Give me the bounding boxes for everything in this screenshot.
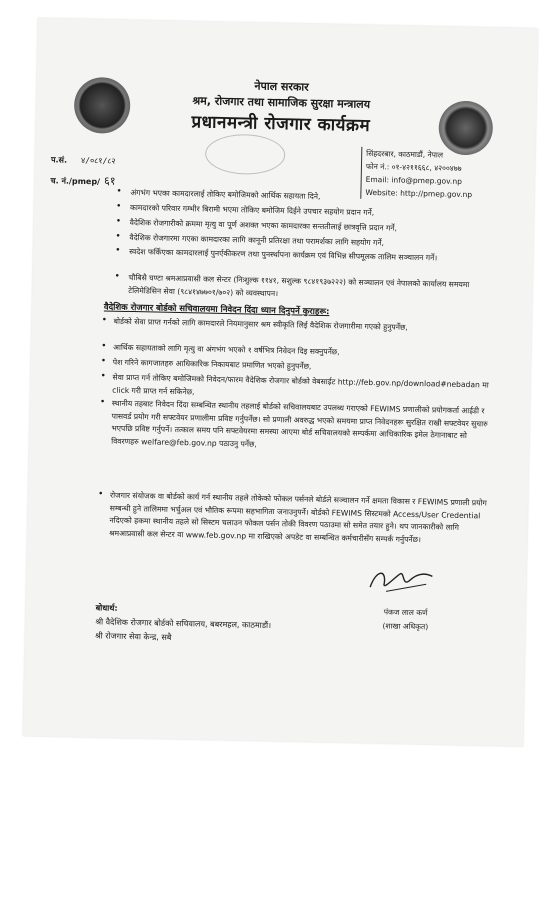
bullet-icon: • <box>114 271 121 282</box>
list-item: आर्थिक सहायताको लागि मृत्यु वा अंगभंग भएको १ वर्षभित्र निवेदन दिइ सक्नुपर्नेछ, <box>113 342 340 357</box>
bullet-icon: • <box>97 489 104 500</box>
list-item: स्वदेश फर्किएका कामदारलाई पुनर्एकीकरण तथा पुनर्स्थापना कार्यक्रम एवं विभिन्न सीपमूलक तालिम सञ्चालन गर्ने। <box>129 246 438 263</box>
bullet-icon: • <box>115 245 121 256</box>
bullet-icon: • <box>116 186 122 197</box>
contact-address: सिंहदरबार, काठमाडौं, नेपाल <box>366 148 444 160</box>
header-government: नेपाल सरकार <box>254 79 309 94</box>
list-item: चौबिसै घण्टा श्रमआप्रवासी कल सेन्टर (निःशुल्क ११४१, सशुल्क ९८४१९३७२२२) को सञ्चालन एवं नेपालको कार्यालय समयमा टेलिमेडिसिन सेवा (९८४१४७७०१/७०२) को व्यवस्थापन। <box>128 272 470 298</box>
bullet-icon: • <box>115 231 121 242</box>
office-seal-stamp <box>205 134 286 176</box>
cc-label: बोधार्थ: <box>95 603 118 613</box>
bullet-icon: • <box>101 315 108 326</box>
contact-email: Email: info@pmep.gov.np <box>365 174 462 186</box>
bullet-icon: • <box>101 341 107 352</box>
section-heading: वैदेशिक रोजगार बोर्डको सचिवालयमा निवेदन दिंदा ध्यान दिनुपर्ने कुराहरू: <box>103 302 330 318</box>
list-item: सेवा प्राप्त गर्न तोकिए बमोजिमको निवेदन/फारम वैदेशिक रोजगार बोर्डको वेबसाईट http://feb.gov.np/download#nebadan मा click गरी प्राप्त गर्न सकिनेछ, <box>112 372 489 396</box>
ref-cn-label: च. नं./pmep/ <box>50 176 101 187</box>
bullet-icon: • <box>99 397 106 408</box>
cc-line-2: श्री रोजगार सेवा केन्द्र, सबै <box>94 631 172 642</box>
program-logo <box>438 100 493 155</box>
list-item: बोर्डको सेवा प्राप्त गर्नको लागि कामदारले नियमानुसार श्रम स्वीकृति लिई वैदेशिक रोजगारीमा गएको हुनुपर्नेछ, <box>113 316 408 332</box>
scanned-letter <box>23 18 538 746</box>
list-item: स्थानीय तहबाट निवेदन दिंदा सम्बन्धित स्थानीय तहलाई बोर्डको सचिवालयबाट उपलब्ध गराएको FEWIMS प्रणालीको प्रयोगकर्ता आईडी र पासवर्ड प्रयोग गरी सफ्टवेयर प्रणालीमा प्रविष्ट गर्नुपर्नेछ। सो प्रणाली अवरुद्ध भएको समयमा प्राप्त निवेदनहरू सुरक्षित राखी सफ्टवेयर सुचारु भएपछि प्रविष्ट गर्नुपर्ने। तत्काल समय पनि सफ्टवेयरमा समस्या आएमा बोर्ड सचिवालयको सम्पर्कमा आधिकारिक इमेल ठेगानाबाट सो विवरणहरु welfare@feb.gov.np पठाउनु पर्नेछ, <box>111 398 488 449</box>
list-item: कामदारको परिवार गम्भीर बिरामी भएमा तोकिए बमोजिम दिईने उपचार सहयोग प्रदान गर्ने, <box>129 202 375 218</box>
list-item: वैदेशिक रोजगारीको क्रममा मृत्यु वा पूर्ण अशक्त भएका कामदारका सन्ततीलाई छात्रवृत्ति प्रदान गर्ने, <box>129 217 398 233</box>
header-ministry: श्रम, रोजगार तथा सामाजिक सुरक्षा मन्त्रालय <box>192 94 371 111</box>
list-item: रोजगार संयोजक वा बोर्डको कार्य गर्न स्थानीय तहले तोकेको फोकल पर्सनले बोर्डले सञ्चालन गर्ने क्षमता विकास र FEWIMS प्रणाली प्रयोग सम्बन्धी हुने तालिममा भर्चुअल एवं भौतिक रूपमा सहभागिता जनाउनुपर्ने। बोर्डको FEWIMS सिस्टमको Access/User Credential नदिएको हकमा स्थानीय तहले सो सिस्टम चलाउन फोकल पर्सन तोकी विवरण पठाउमा सो समेत तयार हुने। थप जानकारीको लागि श्रमआप्रवासी कल सेन्टर वा www.feb.gov.np मा राखिएको अपडेट वा सम्बन्धित कर्मचारीसँग सम्पर्क गर्नुपर्नेछ। <box>109 490 487 544</box>
signatory-title: (शाखा अधिकृत) <box>382 621 429 632</box>
contact-website: Website: http://pmep.gov.np <box>365 187 473 200</box>
list-item: पेश गरिने कागजातहरु आधिकारिक निकायबाट प्रमाणित भएको हुनुपर्नेछ, <box>112 357 312 371</box>
cc-line-1: श्री वैदेशिक रोजगार बोर्डको सचिवालय, बबरमहल, काठमाडौं। <box>95 617 272 631</box>
contact-phone: फोन नं.: ०१-४२११६६८, ४२००४७७ <box>365 161 462 173</box>
bullet-icon: • <box>100 356 107 367</box>
ref-ps-label: प.सं. <box>50 155 68 165</box>
list-item: अंगभंग भएका कामदारलाई तोकिए बमोजिमको आर्थिक सहायता दिने, <box>130 187 321 201</box>
signatory-name: पंकज लाल कर्ण <box>383 607 428 618</box>
ref-cn-value: ६१ <box>103 174 116 188</box>
handwritten-signature <box>366 565 437 596</box>
ref-ps <box>51 154 116 166</box>
bullet-icon: • <box>115 216 122 227</box>
bullet-icon: • <box>100 371 106 382</box>
header-program-title: प्रधानमन्त्री रोजगार कार्यक्रम <box>191 112 371 136</box>
bullet-icon: • <box>115 201 122 212</box>
signatory-block <box>360 605 451 635</box>
nepal-emblem-logo <box>74 77 131 134</box>
list-item: वैदेशिक रोजगारमा गएका कामदारका लागि कानूनी प्रतिरक्षा तथा परामर्शका लागि सहयोग गर्ने, <box>129 232 385 248</box>
ref-cn <box>50 172 115 188</box>
ref-ps-value: ४/०८१/८२ <box>80 155 116 166</box>
